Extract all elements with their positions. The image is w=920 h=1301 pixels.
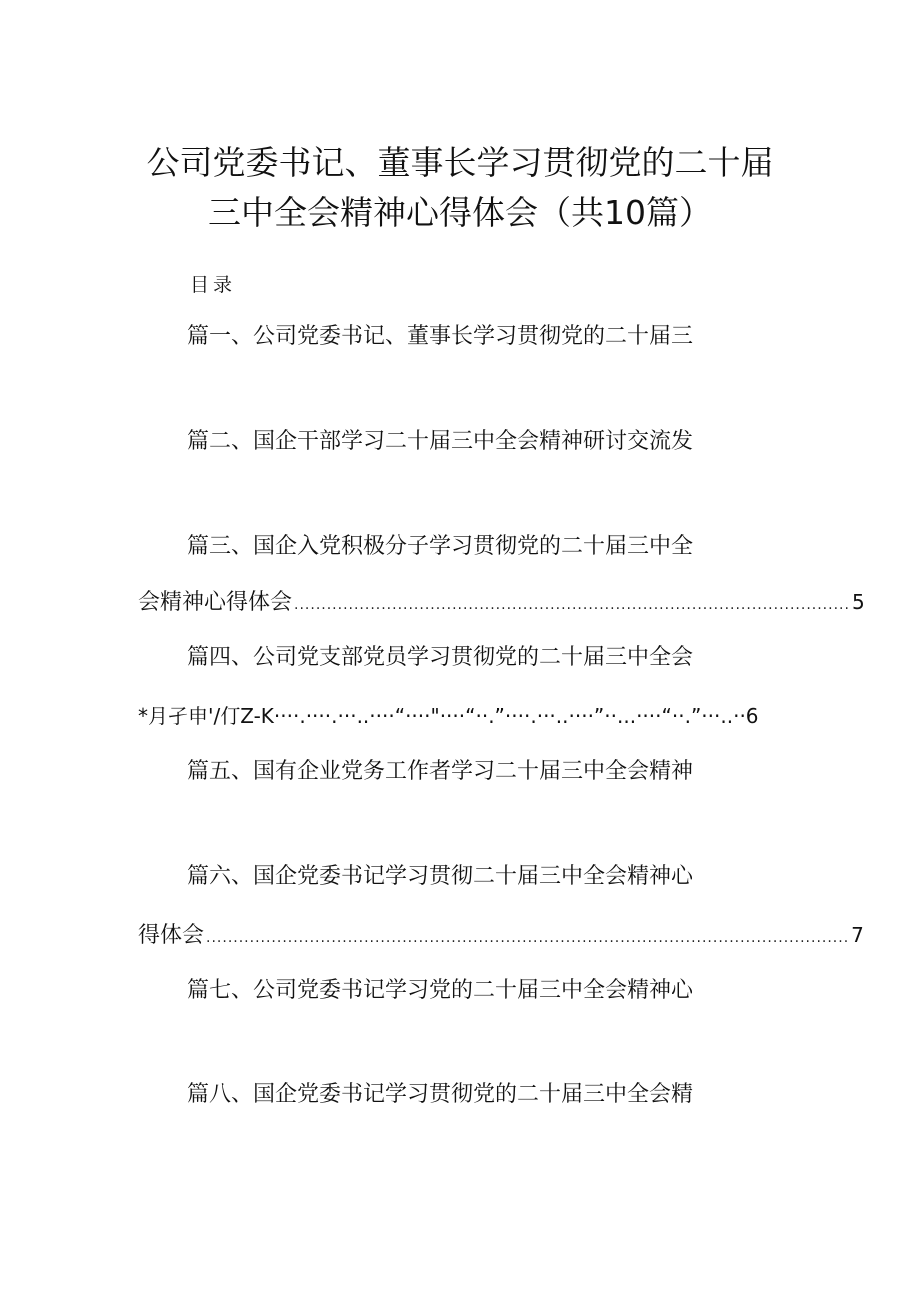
toc-entry-6-page-number: 7 [851,923,864,947]
document-title-line-2: 三中全会精神心得体会（共10篇） [208,193,712,232]
toc-entry-6[interactable]: 篇六、国企党委书记学习贯彻二十届三中全会精神心 [187,864,694,889]
toc-entry-6-cont-text: 得体会 [138,923,205,948]
toc-entry-5[interactable]: 篇五、国有企业党务工作者学习二十届三中全会精神 [187,759,694,784]
toc-entry-6-continuation[interactable] [138,921,864,952]
document-title-line-1: 公司党委书记、董事长学习贯彻党的二十届 [146,143,774,182]
toc-entry-3-leader: ...................................................................................................... [294,597,850,613]
toc-entry-2[interactable]: 篇二、国企干部学习二十届三中全会精神研讨交流发 [187,429,694,454]
toc-entry-3-page-number: 5 [851,590,865,614]
toc-entry-8[interactable]: 篇八、国企党委书记学习贯彻党的二十届三中全会精 [187,1082,694,1107]
toc-entry-1[interactable]: 篇一、公司党委书记、董事长学习贯彻党的二十届三 [187,324,694,349]
toc-entry-4-continuation[interactable]: *月孑申'/仃Z-K····.····.···..····“····"····“··.”····.···..····”··...····“··.”···..··6 [138,704,759,728]
toc-entry-3[interactable]: 篇三、国企入党积极分子学习贯彻党的二十届三中全 [187,534,694,559]
toc-entry-6-leader: ...................................................................................................................... [206,930,850,946]
toc-entry-4[interactable]: 篇四、公司党支部党员学习贯彻党的二十届三中全会 [187,645,694,670]
toc-entry-3-cont-text: 会精神心得体会 [138,590,293,615]
toc-heading: 目录 [190,274,237,296]
toc-entry-7[interactable]: 篇七、公司党委书记学习党的二十届三中全会精神心 [187,978,694,1003]
toc-entry-3-continuation[interactable] [138,588,865,619]
